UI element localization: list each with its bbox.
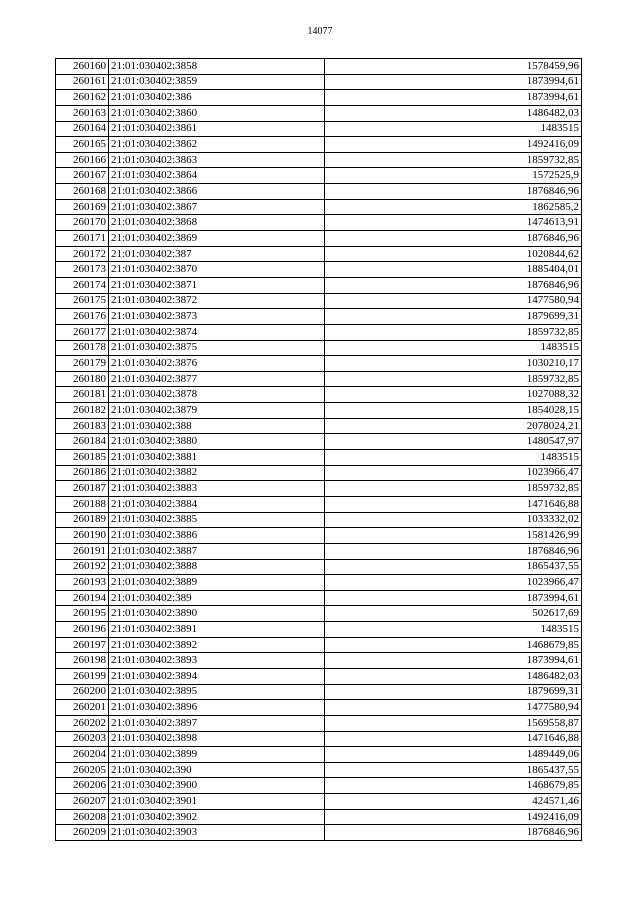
row-number-cell: 260200 [56,684,109,700]
row-number-cell: 260175 [56,293,109,309]
table-row [56,309,582,325]
cadastral-value-cell: 1569558,87 [325,715,582,731]
table-row [56,293,582,309]
cadastral-number-cell: 21:01:030402:3867 [109,199,325,215]
cadastral-value-cell: 1862585,2 [325,199,582,215]
table-row [56,387,582,403]
table-row [56,590,582,606]
row-number-cell: 260192 [56,559,109,575]
table-row [56,418,582,434]
row-number-cell: 260181 [56,387,109,403]
table-row [56,152,582,168]
row-number-cell: 260208 [56,809,109,825]
row-number-cell: 260160 [56,59,109,75]
row-number-cell: 260180 [56,371,109,387]
row-number-cell: 260179 [56,356,109,372]
row-number-cell: 260202 [56,715,109,731]
row-number-cell: 260185 [56,450,109,466]
table-row [56,809,582,825]
cadastral-value-cell: 1027088,32 [325,387,582,403]
row-number-cell: 260205 [56,762,109,778]
cadastral-number-cell: 21:01:030402:3891 [109,622,325,638]
row-number-cell: 260189 [56,512,109,528]
row-number-cell: 260209 [56,825,109,841]
table-body [56,59,582,841]
row-number-cell: 260166 [56,152,109,168]
table-row [56,653,582,669]
cadastral-number-cell: 21:01:030402:3889 [109,575,325,591]
cadastral-number-cell: 21:01:030402:3881 [109,450,325,466]
row-number-cell: 260196 [56,622,109,638]
row-number-cell: 260174 [56,277,109,293]
cadastral-number-cell: 21:01:030402:3871 [109,277,325,293]
cadastral-number-cell: 21:01:030402:3892 [109,637,325,653]
cadastral-number-cell: 21:01:030402:3885 [109,512,325,528]
table-row [56,90,582,106]
cadastral-number-cell: 21:01:030402:3859 [109,74,325,90]
cadastral-value-cell: 1879699,31 [325,684,582,700]
cadastral-number-cell: 21:01:030402:3862 [109,137,325,153]
cadastral-value-cell: 1572525,9 [325,168,582,184]
table-row [56,778,582,794]
table-row [56,121,582,137]
cadastral-value-cell: 1876846,96 [325,277,582,293]
cadastral-value-cell: 424571,46 [325,794,582,810]
cadastral-number-cell: 21:01:030402:3887 [109,543,325,559]
row-number-cell: 260176 [56,309,109,325]
cadastral-number-cell: 21:01:030402:3897 [109,715,325,731]
cadastral-value-table [55,58,582,841]
table-row [56,59,582,75]
cadastral-value-cell: 1483515 [325,622,582,638]
table-row [56,277,582,293]
row-number-cell: 260172 [56,246,109,262]
row-number-cell: 260167 [56,168,109,184]
cadastral-value-cell: 1873994,61 [325,90,582,106]
cadastral-number-cell: 21:01:030402:3875 [109,340,325,356]
cadastral-value-cell: 1480547,97 [325,434,582,450]
row-number-cell: 260194 [56,590,109,606]
table-row [56,199,582,215]
cadastral-number-cell: 21:01:030402:3882 [109,465,325,481]
cadastral-value-cell: 1873994,61 [325,653,582,669]
cadastral-number-cell: 21:01:030402:3903 [109,825,325,841]
row-number-cell: 260193 [56,575,109,591]
row-number-cell: 260171 [56,231,109,247]
cadastral-value-cell: 1854028,15 [325,403,582,419]
cadastral-number-cell: 21:01:030402:3858 [109,59,325,75]
row-number-cell: 260182 [56,403,109,419]
cadastral-number-cell: 21:01:030402:3900 [109,778,325,794]
row-number-cell: 260201 [56,700,109,716]
cadastral-number-cell: 21:01:030402:3880 [109,434,325,450]
table-row [56,684,582,700]
cadastral-number-cell: 21:01:030402:3901 [109,794,325,810]
row-number-cell: 260198 [56,653,109,669]
cadastral-value-cell: 1876846,96 [325,543,582,559]
row-number-cell: 260169 [56,199,109,215]
table-row [56,324,582,340]
table-row [56,434,582,450]
cadastral-value-cell: 1489449,06 [325,747,582,763]
table-row [56,731,582,747]
row-number-cell: 260197 [56,637,109,653]
cadastral-value-cell: 1859732,85 [325,371,582,387]
cadastral-value-cell: 1477580,94 [325,700,582,716]
row-number-cell: 260191 [56,543,109,559]
cadastral-value-cell: 1885404,01 [325,262,582,278]
table-row [56,637,582,653]
cadastral-number-cell: 21:01:030402:389 [109,590,325,606]
cadastral-value-cell: 1483515 [325,121,582,137]
cadastral-number-cell: 21:01:030402:387 [109,246,325,262]
cadastral-value-cell: 1471646,88 [325,731,582,747]
row-number-cell: 260178 [56,340,109,356]
cadastral-value-cell: 1492416,09 [325,137,582,153]
table-row [56,543,582,559]
cadastral-value-cell: 1876846,96 [325,184,582,200]
cadastral-value-cell: 1859732,85 [325,324,582,340]
row-number-cell: 260199 [56,668,109,684]
cadastral-value-cell: 1471646,88 [325,496,582,512]
row-number-cell: 260184 [56,434,109,450]
cadastral-number-cell: 21:01:030402:3861 [109,121,325,137]
table-row [56,700,582,716]
cadastral-value-cell: 1873994,61 [325,590,582,606]
table-row [56,137,582,153]
cadastral-value-cell: 1030210,17 [325,356,582,372]
cadastral-number-cell: 21:01:030402:3864 [109,168,325,184]
cadastral-number-cell: 21:01:030402:3888 [109,559,325,575]
table-row [56,105,582,121]
cadastral-number-cell: 21:01:030402:3896 [109,700,325,716]
row-number-cell: 260195 [56,606,109,622]
table-row [56,340,582,356]
cadastral-value-cell: 1033332,02 [325,512,582,528]
cadastral-value-cell: 1859732,85 [325,481,582,497]
cadastral-value-cell: 1468679,85 [325,778,582,794]
row-number-cell: 260165 [56,137,109,153]
cadastral-number-cell: 21:01:030402:3860 [109,105,325,121]
table-row [56,356,582,372]
cadastral-value-cell: 1876846,96 [325,231,582,247]
cadastral-value-cell: 1483515 [325,340,582,356]
row-number-cell: 260173 [56,262,109,278]
table-row [56,168,582,184]
cadastral-number-cell: 21:01:030402:3874 [109,324,325,340]
cadastral-value-cell: 1483515 [325,450,582,466]
row-number-cell: 260162 [56,90,109,106]
cadastral-number-cell: 21:01:030402:386 [109,90,325,106]
row-number-cell: 260164 [56,121,109,137]
cadastral-number-cell: 21:01:030402:3870 [109,262,325,278]
table-row [56,715,582,731]
cadastral-value-cell: 1474613,91 [325,215,582,231]
cadastral-value-cell: 1023966,47 [325,465,582,481]
table-row [56,450,582,466]
cadastral-value-cell: 1486482,03 [325,668,582,684]
row-number-cell: 260170 [56,215,109,231]
table-row [56,481,582,497]
cadastral-number-cell: 21:01:030402:390 [109,762,325,778]
cadastral-value-cell: 1865437,55 [325,559,582,575]
cadastral-number-cell: 21:01:030402:3878 [109,387,325,403]
cadastral-number-cell: 21:01:030402:3868 [109,215,325,231]
cadastral-number-cell: 21:01:030402:3873 [109,309,325,325]
cadastral-number-cell: 21:01:030402:3876 [109,356,325,372]
table-row [56,622,582,638]
cadastral-number-cell: 21:01:030402:3898 [109,731,325,747]
cadastral-number-cell: 21:01:030402:3890 [109,606,325,622]
table-row [56,559,582,575]
cadastral-number-cell: 21:01:030402:3863 [109,152,325,168]
row-number-cell: 260204 [56,747,109,763]
cadastral-number-cell: 21:01:030402:3866 [109,184,325,200]
row-number-cell: 260163 [56,105,109,121]
cadastral-value-cell: 1477580,94 [325,293,582,309]
row-number-cell: 260161 [56,74,109,90]
cadastral-value-cell: 1468679,85 [325,637,582,653]
table-row [56,825,582,841]
cadastral-number-cell: 21:01:030402:3884 [109,496,325,512]
cadastral-value-cell: 2078024,21 [325,418,582,434]
cadastral-value-cell: 1859732,85 [325,152,582,168]
table-row [56,762,582,778]
row-number-cell: 260190 [56,528,109,544]
table-row [56,262,582,278]
table-row [56,528,582,544]
table-row [56,512,582,528]
cadastral-value-cell: 1876846,96 [325,825,582,841]
cadastral-value-cell: 1492416,09 [325,809,582,825]
row-number-cell: 260187 [56,481,109,497]
row-number-cell: 260207 [56,794,109,810]
table-row [56,215,582,231]
table-row [56,403,582,419]
cadastral-number-cell: 21:01:030402:3899 [109,747,325,763]
row-number-cell: 260183 [56,418,109,434]
table-row [56,231,582,247]
cadastral-number-cell: 21:01:030402:3895 [109,684,325,700]
table-row [56,371,582,387]
cadastral-number-cell: 21:01:030402:3893 [109,653,325,669]
cadastral-value-cell: 1865437,55 [325,762,582,778]
cadastral-value-cell: 1873994,61 [325,74,582,90]
cadastral-number-cell: 21:01:030402:3869 [109,231,325,247]
table-row [56,246,582,262]
cadastral-number-cell: 21:01:030402:3883 [109,481,325,497]
row-number-cell: 260168 [56,184,109,200]
cadastral-number-cell: 21:01:030402:3877 [109,371,325,387]
cadastral-value-cell: 502617,69 [325,606,582,622]
row-number-cell: 260177 [56,324,109,340]
table-row [56,465,582,481]
table-row [56,747,582,763]
table-row [56,74,582,90]
table-row [56,575,582,591]
cadastral-number-cell: 21:01:030402:3886 [109,528,325,544]
cadastral-value-cell: 1486482,03 [325,105,582,121]
cadastral-value-cell: 1879699,31 [325,309,582,325]
page-number: 14077 [307,26,333,37]
cadastral-value-cell: 1578459,96 [325,59,582,75]
table-row [56,184,582,200]
row-number-cell: 260188 [56,496,109,512]
table-row [56,606,582,622]
cadastral-number-cell: 21:01:030402:3872 [109,293,325,309]
table-row [56,496,582,512]
cadastral-number-cell: 21:01:030402:3894 [109,668,325,684]
cadastral-number-cell: 21:01:030402:388 [109,418,325,434]
table-row [56,668,582,684]
cadastral-value-cell: 1581426,99 [325,528,582,544]
cadastral-number-cell: 21:01:030402:3902 [109,809,325,825]
row-number-cell: 260203 [56,731,109,747]
cadastral-value-cell: 1023966,47 [325,575,582,591]
row-number-cell: 260186 [56,465,109,481]
row-number-cell: 260206 [56,778,109,794]
cadastral-value-cell: 1020844,62 [325,246,582,262]
table-row [56,794,582,810]
cadastral-number-cell: 21:01:030402:3879 [109,403,325,419]
